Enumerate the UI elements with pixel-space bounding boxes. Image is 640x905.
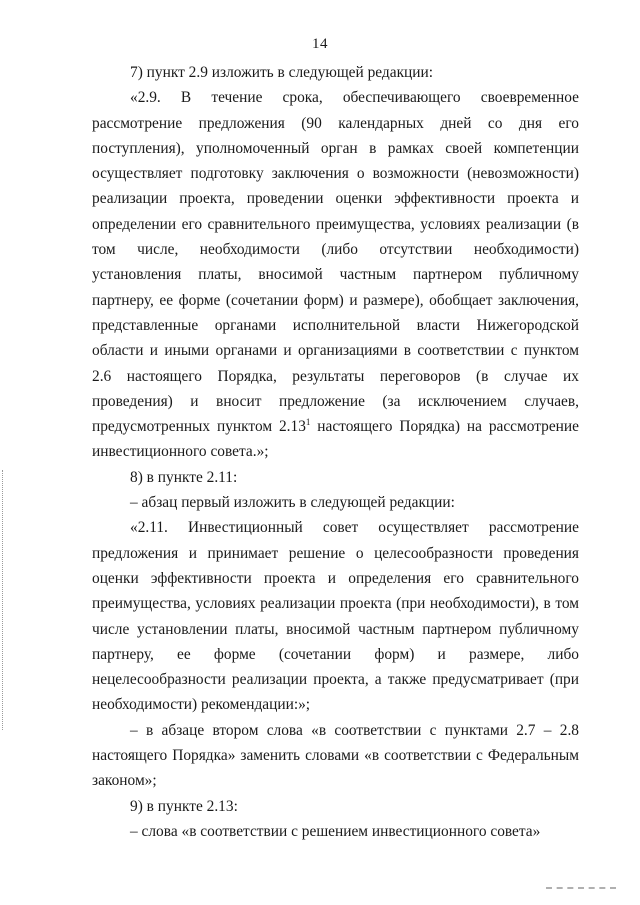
paragraph-first-abzac: – абзац первый изложить в следующей редакции: bbox=[130, 494, 455, 512]
document-body bbox=[92, 60, 579, 844]
paragraph-item-8: 8) в пункте 2.11: bbox=[130, 468, 238, 486]
corner-scan-marks bbox=[546, 887, 616, 893]
paragraph-item-7: 7) пункт 2.9 изложить в следующей редакции: bbox=[130, 64, 434, 81]
paragraph-clause-2-9 bbox=[92, 85, 579, 464]
paragraph-clause-2-11: «2.11. Инвестиционный совет осуществляет рассмотрение предложения и принимает решение о целесообразности проведения оценки эффективности проекта и определения его сравнительного преимущества, условиях реализации проекта (при необходимости), в том числе установлении платы, вносимой частным партнером публичному партнеру, ее форме (сочетании форм) и размере, либо нецелесообразности реализации проекта, а также предусматривает (при необходимости) рекомендации:»; bbox=[92, 519, 579, 714]
paragraph-item-9: 9) в пункте 2.13: bbox=[130, 797, 238, 815]
page-number: 14 bbox=[312, 36, 328, 52]
paragraph-words-replacement: – слова «в соответствии с решением инвестиционного совета» bbox=[130, 822, 541, 840]
clause-2-9-text-end: настоящего Порядка) на рассмотрение инвестиционного совета.»; bbox=[92, 418, 579, 461]
superscript-marker: 1 bbox=[305, 417, 311, 428]
paragraph-second-abzac: – в абзаце втором слова «в соответствии с пунктами 2.7 – 2.8 настоящего Порядка» заменить словами «в соответствии с Федеральным законом»; bbox=[92, 721, 579, 790]
clause-2-9-text: «2.9. В течение срока, обеспечивающего своевременное рассмотрение предложения (90 календарных дней со дня его поступления), уполномоченный орган в рамках своей компетенции осуществляет подготовку заключения о возможности (невозможности) реализации проекта, проведении оценки эффективности проекта и определении его сравнительного преимущества, условиях реализации (в том числе, необходимости (либо отсутствии необходимости) установления платы, вносимой частным партнером публичному партнеру, ее форме (сочетании форм) и размере), обобщает заключения, представленные органами исполнительной власти Нижегородской области и иными органами и организациями в соответствии с пунктом 2.6 настоящего Порядка, результаты переговоров (в случае их проведения) и вносит предложение (за исключением случаев, предусмотренных пунктом 2.13 bbox=[92, 89, 579, 436]
margin-scan-marks bbox=[2, 470, 7, 730]
